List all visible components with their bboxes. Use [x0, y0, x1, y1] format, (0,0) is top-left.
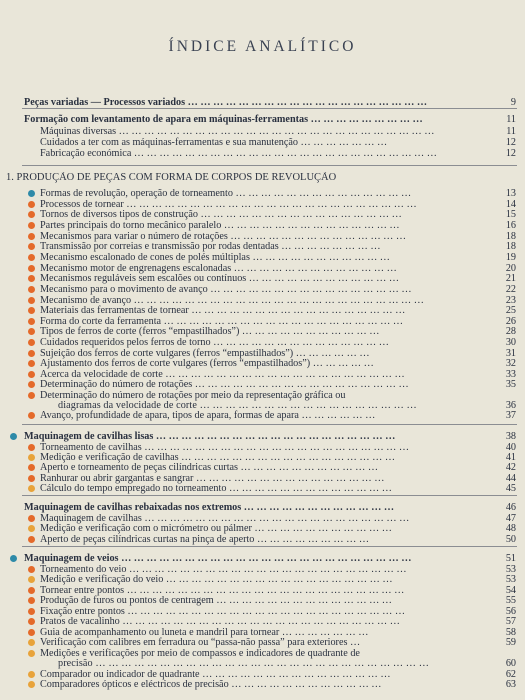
section-divider: [22, 108, 517, 109]
index-entry: [0, 379, 525, 390]
entry-text: Máquinas diversas … … … … … … … … … … … … … … … … … … … … … … … … …: [40, 126, 435, 137]
entry-text: Ajustamento dos ferros de corte vulgares (ferros “empastilhados”) … … … … …: [40, 358, 374, 369]
entry-text: Aperto e torneamento de peças cilíndricas curtas … … … … … … … … … … …: [40, 462, 379, 473]
entry-text: Cuidados a ter com as máquinas-ferramentas e sua manutenção … … … … … … …: [40, 137, 388, 148]
page-number: 48: [505, 523, 516, 534]
entry-text: Fabricação económica … … … … … … … … … … … … … … … … … … … … … … … …: [40, 148, 437, 159]
entry-text: Sujeição dos ferros de corte vulgares (ferros “empastilhados”) … … … … … …: [40, 348, 370, 359]
page-number: 45: [505, 483, 516, 494]
color-bullet-icon: [28, 566, 35, 573]
index-entry: [0, 126, 525, 137]
page-number: 33: [505, 369, 516, 380]
index-entry: [0, 483, 525, 494]
section-heading: [0, 502, 525, 513]
entry-text: Transmissão por correias e transmissão por rodas dentadas … … … … … … … …: [40, 241, 381, 252]
entry-text: Comparadores ópticos e eléctricos de precisão … … … … … … … … … … … …: [40, 679, 382, 690]
entry-text: Guia de acompanhamento ou luneta e mandril para tornear … … … … … … …: [40, 627, 369, 638]
entry-text: 1. PRODUÇÃO DE PEÇAS COM FORMA DE CORPOS DE REVOLUÇÃO: [6, 172, 337, 183]
entry-text: Medição e verificação com o micrómetro ou pálmer … … … … … … … … … … …: [40, 523, 392, 534]
page-number: 55: [505, 595, 516, 606]
color-bullet-icon: [28, 286, 35, 293]
color-bullet-icon: [28, 307, 35, 314]
entry-text: Pratos de vacalinho … … … … … … … … … … … … … … … … … … … … … …: [40, 616, 400, 627]
color-bullet-icon: [28, 339, 35, 346]
entry-text: Comparador ou indicador de quadrante … … … … … … … … … … … … … … …: [40, 669, 391, 680]
entry-text: Produção de furos ou pontos de centragem … … … … … … … … … … … … … …: [40, 595, 392, 606]
page-number: 12: [505, 137, 516, 148]
color-bullet-icon: [28, 211, 35, 218]
color-bullet-icon: [10, 555, 17, 562]
index-entry: [0, 358, 525, 369]
color-bullet-icon: [28, 201, 35, 208]
entry-text: Fixação entre pontos … … … … … … … … … … … … … … … … … … … … … …: [40, 606, 406, 617]
entry-text: Torneamento de cavilhas … … … … … … … … … … … … … … … … … … … … …: [40, 442, 410, 453]
chapter-heading: [0, 172, 525, 183]
page-number: 40: [505, 442, 516, 453]
index-entry: [0, 574, 525, 585]
color-bullet-icon: [28, 190, 35, 197]
color-bullet-icon: [28, 371, 35, 378]
color-bullet-icon: [28, 350, 35, 357]
page-number: 13: [505, 188, 516, 199]
color-bullet-icon: [28, 618, 35, 625]
entry-text: Processos de tornear … … … … … … … … … … … … … … … … … … … … … … …: [40, 199, 417, 210]
index-entry: [0, 326, 525, 337]
index-entry: [0, 220, 525, 231]
index-entry: [0, 637, 525, 648]
index-entry: [0, 534, 525, 545]
color-bullet-icon: [28, 233, 35, 240]
page-number: 42: [505, 462, 516, 473]
page-number: 21: [505, 273, 516, 284]
index-entry: [0, 188, 525, 199]
page-number: 12: [505, 148, 516, 159]
color-bullet-icon: [10, 433, 17, 440]
page-number: 20: [505, 263, 516, 274]
entry-text: Partes principais do torno mecânico paralelo … … … … … … … … … … … … … …: [40, 220, 400, 231]
page-number: 44: [505, 473, 516, 484]
section-divider: [22, 165, 517, 166]
color-bullet-icon: [28, 328, 35, 335]
section-divider: [22, 424, 517, 425]
index-entry: [0, 658, 525, 669]
color-bullet-icon: [28, 629, 35, 636]
index-entry: [0, 616, 525, 627]
color-bullet-icon: [28, 297, 35, 304]
page-number: 41: [505, 452, 516, 463]
entry-text: Peças variadas — Processos variados … … … … … … … … … … … … … … … … … … …: [24, 97, 428, 108]
entry-text: Verificação com calibres em ferradura ou “passa-não passa” para exteriores …: [40, 637, 361, 648]
page-number: 37: [505, 410, 516, 421]
entry-text: Acerca da velocidade de corte … … … … … … … … … … … … … … … … … … …: [40, 369, 405, 380]
section-divider: [22, 495, 517, 496]
color-bullet-icon: [28, 485, 35, 492]
entry-text: Torneamento do veio … … … … … … … … … … … … … … … … … … … … … …: [40, 564, 407, 575]
page-number: 16: [505, 220, 516, 231]
entry-text: Maquinagem de cavilhas lisas … … … … … … … … … … … … … … … … … … …: [24, 431, 396, 442]
index-entry: [0, 410, 525, 421]
color-bullet-icon: [28, 681, 35, 688]
page-number: 58: [505, 627, 516, 638]
entry-text: Mecanismo para o movimento de avanço … … … … … … … … … … … … … … … …: [40, 284, 412, 295]
section-divider: [22, 546, 517, 547]
page-number: 14: [505, 199, 516, 210]
entry-text: Avanço, profundidade de apara, tipos de apara, formas de apara … … … … … …: [40, 410, 376, 421]
index-entry: [0, 595, 525, 606]
section-heading: [0, 553, 525, 564]
page-number: 38: [505, 431, 516, 442]
section-heading: [0, 431, 525, 442]
color-bullet-icon: [28, 597, 35, 604]
color-bullet-icon: [28, 318, 35, 325]
page-number: 54: [505, 585, 516, 596]
color-bullet-icon: [28, 222, 35, 229]
color-bullet-icon: [28, 444, 35, 451]
page-number: 53: [505, 564, 516, 575]
page-number: 9: [510, 97, 516, 108]
page-number: 15: [505, 209, 516, 220]
index-entry: [0, 273, 525, 284]
index-entry: [0, 137, 525, 148]
page-number: 11: [506, 126, 516, 137]
page-number: 47: [505, 513, 516, 524]
page-number: 18: [505, 231, 516, 242]
page-number: 11: [506, 114, 516, 125]
color-bullet-icon: [28, 381, 35, 388]
page-number: 57: [505, 616, 516, 627]
entry-text: Mecanismo de avanço … … … … … … … … … … … … … … … … … … … … … … …: [40, 295, 424, 306]
entry-text: Mecanismos para variar o número de rotações … … … … … … … … … … … … … …: [40, 231, 407, 242]
page-number: 63: [505, 679, 516, 690]
index-entry: [0, 209, 525, 220]
entry-text: Tipos de ferros de corte (ferros “empastilhados”) … … … … … … … … … … …: [40, 326, 380, 337]
color-bullet-icon: [28, 392, 35, 399]
color-bullet-icon: [28, 243, 35, 250]
color-bullet-icon: [28, 265, 35, 272]
index-entry: [0, 148, 525, 159]
index-entry: [0, 523, 525, 534]
index-entry: [0, 679, 525, 690]
index-entry: [0, 284, 525, 295]
entry-text: Maquinagem de cavilhas rebaixadas nos extremos … … … … … … … … … … … …: [24, 502, 395, 513]
color-bullet-icon: [28, 515, 35, 522]
index-entry: [0, 241, 525, 252]
page-number: 30: [505, 337, 516, 348]
page-number: 28: [505, 326, 516, 337]
section-heading: [0, 114, 525, 125]
color-bullet-icon: [28, 650, 35, 657]
page-number: 32: [505, 358, 516, 369]
entry-text: Maquinagem de veios … … … … … … … … … … … … … … … … … … … … … … …: [24, 553, 412, 564]
entry-text: Medições e verificações por meio de compassos e indicadores de quadrante de: [40, 648, 360, 659]
page-number: 46: [505, 502, 516, 513]
color-bullet-icon: [28, 454, 35, 461]
color-bullet-icon: [28, 275, 35, 282]
page-number: 35: [505, 379, 516, 390]
page-number: 62: [505, 669, 516, 680]
entry-text: diagramas da velocidade de corte … … … … … … … … … … … … … … … … …: [58, 400, 417, 411]
entry-text: Mecanismo escalonado de cones de polés múltiplas … … … … … … … … … … …: [40, 252, 390, 263]
section-heading: [0, 97, 525, 108]
entry-text: Formas de revolução, operação de torneamento … … … … … … … … … … … … … …: [40, 188, 412, 199]
color-bullet-icon: [28, 608, 35, 615]
page-number: 25: [505, 305, 516, 316]
entry-text: Ranhurar ou abrir gargantas e sangrar … … … … … … … … … … … … … … …: [40, 473, 385, 484]
page-number: 22: [505, 284, 516, 295]
entry-text: Determinação do número de rotações … … … … … … … … … … … … … … … … …: [40, 379, 409, 390]
color-bullet-icon: [28, 639, 35, 646]
page-number: 18: [505, 241, 516, 252]
color-bullet-icon: [28, 576, 35, 583]
entry-text: Aperto de peças cilíndricas curtas na pinça de aperto … … … … … … … … …: [40, 534, 370, 545]
entry-text: Tornear entre pontos … … … … … … … … … … … … … … … … … … … … … …: [40, 585, 405, 596]
page-title: ÍNDICE ANALÍTICO: [168, 38, 357, 55]
page-number: 59: [505, 637, 516, 648]
page-number: 60: [505, 658, 516, 669]
index-entry: [0, 462, 525, 473]
entry-text: Formação com levantamento de apara em máquinas-ferramentas … … … … … … … … …: [24, 114, 423, 125]
color-bullet-icon: [28, 475, 35, 482]
color-bullet-icon: [28, 254, 35, 261]
page-number: 50: [505, 534, 516, 545]
page-number: 36: [505, 400, 516, 411]
page-number: 31: [505, 348, 516, 359]
color-bullet-icon: [28, 587, 35, 594]
color-bullet-icon: [28, 360, 35, 367]
entry-text: Materiais das ferramentas de tornear … … … … … … … … … … … … … … … … …: [40, 305, 406, 316]
color-bullet-icon: [28, 536, 35, 543]
entry-text: Cálculo do tempo empregado no torneamento … … … … … … … … … … … … …: [40, 483, 392, 494]
entry-text: Medição e verificação de cavilhas … … … … … … … … … … … … … … … … …: [40, 452, 396, 463]
page-number: 26: [505, 316, 516, 327]
page-number: 51: [505, 553, 516, 564]
entry-text: Mecanismo motor de engrenagens escalonadas … … … … … … … … … … … … …: [40, 263, 397, 274]
entry-text: Medição e verificação do veio … … … … … … … … … … … … … … … … … …: [40, 574, 393, 585]
color-bullet-icon: [28, 464, 35, 471]
page-number: 56: [505, 606, 516, 617]
color-bullet-icon: [28, 671, 35, 678]
index-entry: [0, 252, 525, 263]
entry-text: Tornos de diversos tipos de construção … … … … … … … … … … … … … … … …: [40, 209, 402, 220]
page-number: 19: [505, 252, 516, 263]
page-number: 53: [505, 574, 516, 585]
entry-text: Mecanismos reguláveis sem escalões ou contínuos … … … … … … … … … … … …: [40, 273, 400, 284]
entry-text: Maquinagem de cavilhas … … … … … … … … … … … … … … … … … … … … …: [40, 513, 410, 524]
entry-text: Cuidados requeridos pelos ferros de torno … … … … … … … … … … … … … …: [40, 337, 389, 348]
index-entry: [0, 337, 525, 348]
entry-text: precisão … … … … … … … … … … … … … … … … … … … … … … … … … …: [58, 658, 430, 669]
entry-text: Determinação do número de rotações por meio da representação gráfica ou: [40, 390, 346, 401]
index-entry: [0, 305, 525, 316]
color-bullet-icon: [28, 412, 35, 419]
page-number: 23: [505, 295, 516, 306]
color-bullet-icon: [28, 525, 35, 532]
entry-text: Forma do corte da ferramenta … … … … … … … … … … … … … … … … … … …: [40, 316, 404, 327]
